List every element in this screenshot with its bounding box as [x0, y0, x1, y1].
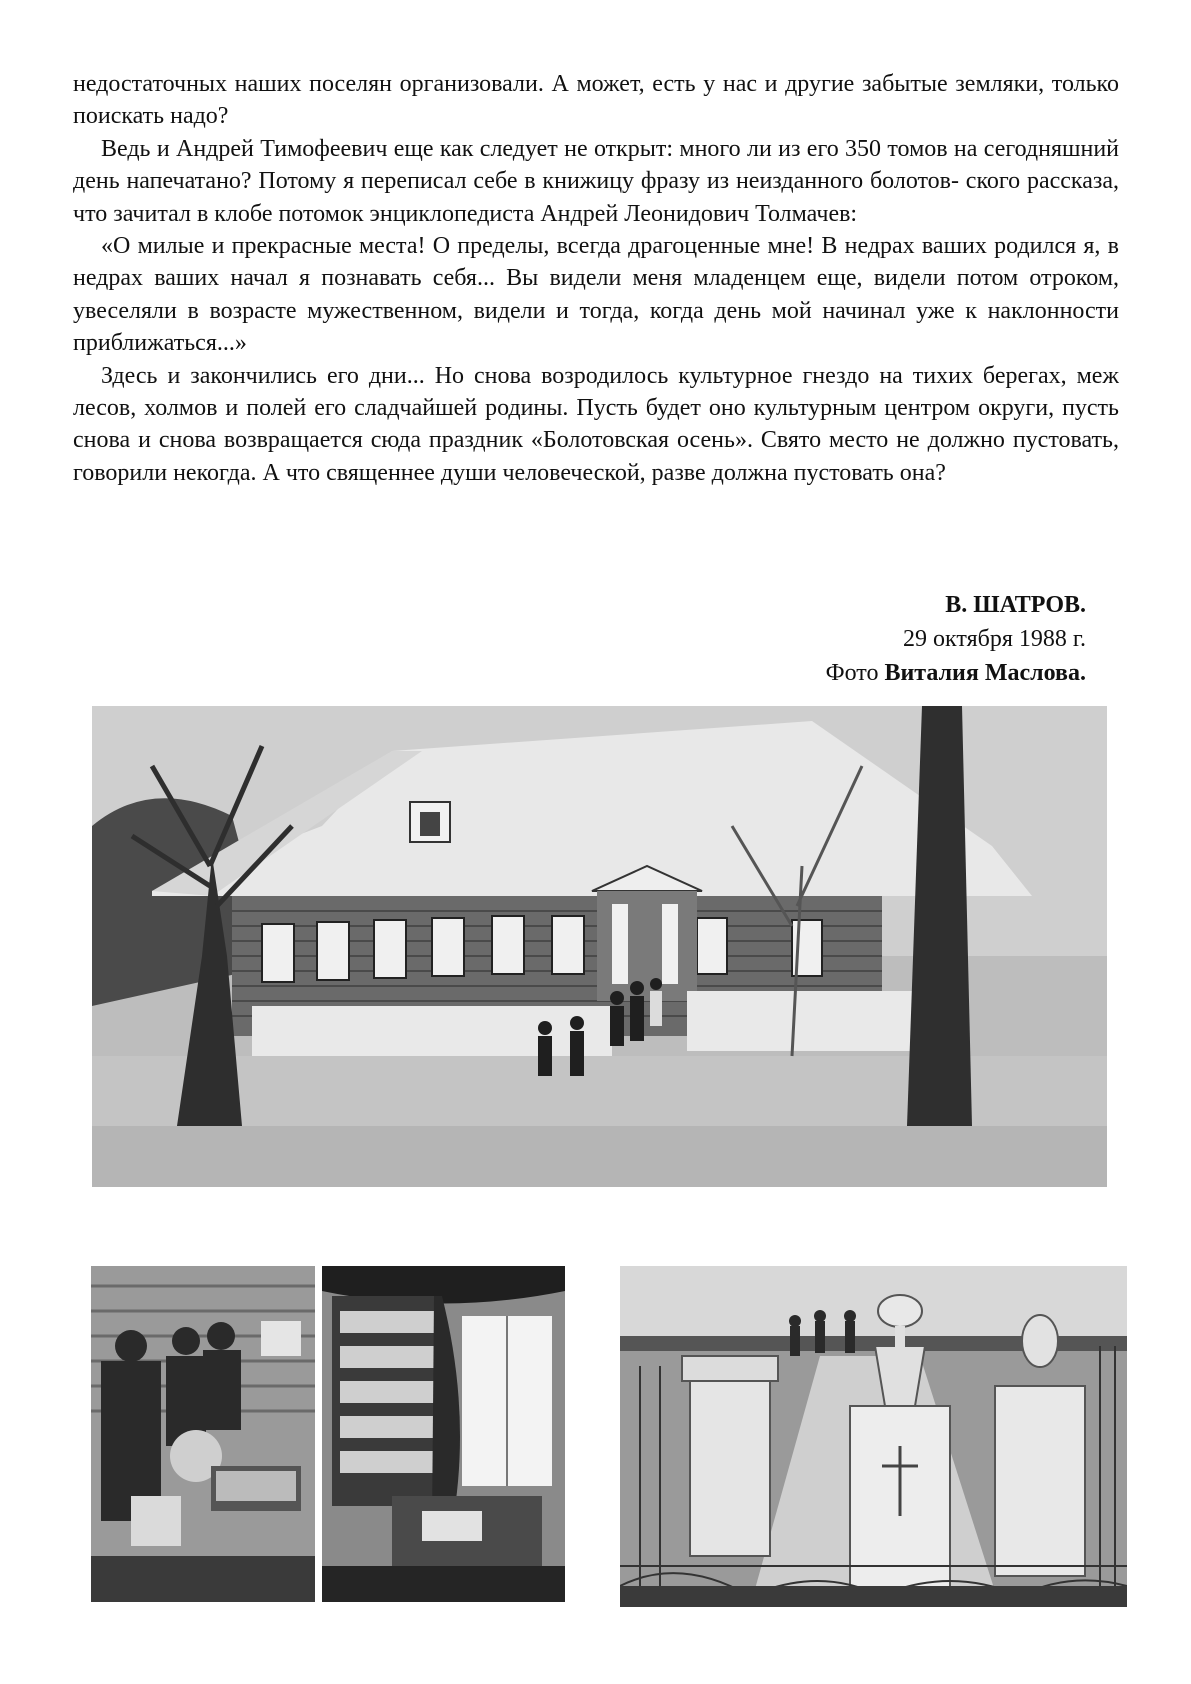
photo-credit-prefix: Фото	[825, 660, 885, 686]
author-name: В. ШАТРОВ.	[945, 592, 1086, 618]
photographer-name: Виталия Маслова.	[884, 660, 1086, 686]
photo-interior-study-image	[322, 1266, 565, 1602]
photo-interior-visitors	[91, 1266, 315, 1602]
photo-interior-study	[322, 1266, 565, 1602]
article-text	[73, 68, 1119, 489]
photo-museum-house-image	[92, 706, 1107, 1187]
signature-block	[826, 588, 1086, 690]
paragraph-4: Здесь и закончились его дни... Но снова возродилось культурное гнездо на тихих берегах, меж лесов, холмов и полей его сладчайшей родины. Пусть будет оно культурным центром округи, пусть снова и снова возвращается сюда праздник «Болотовская осень». Свято место не должно пустовать, говорили некогда. А что священнее души человеческой, разве должна пустовать она?	[73, 362, 1119, 486]
paragraph-2: Ведь и Андрей Тимофеевич еще как следует не открыт: много ли из его 350 томов на сегодняшний день напечатано? Потому я переписал себе в книжицу фразу из неизданного болотов- ского рассказа, что зачитал в клобе потомок энциклопедиста Андрей Леонидович Толмачев:	[73, 135, 1119, 227]
paragraph-1: недостаточных наших поселян организовали. А может, есть у нас и другие забытые земляки, только поискать надо?	[73, 71, 1119, 130]
paragraph-quote: «О милые и прекрасные места! О пределы, всегда драгоценные мне! В недрах ваших родился я, в недрах ваших начал я познавать себя... Вы видели меня младенцем еще, видели потом отроком, увеселяли в возрасте мужественном, видели и тогда, когда день мой начинал уже к наклонности приближаться...»	[73, 233, 1119, 357]
photo-interior-visitors-image	[91, 1266, 315, 1602]
photo-credit	[826, 656, 1086, 690]
photo-family-graves	[620, 1266, 1127, 1607]
photo-museum-house	[92, 706, 1107, 1187]
article-date: 29 октября 1988 г.	[903, 626, 1086, 652]
photo-family-graves-image	[620, 1266, 1127, 1607]
